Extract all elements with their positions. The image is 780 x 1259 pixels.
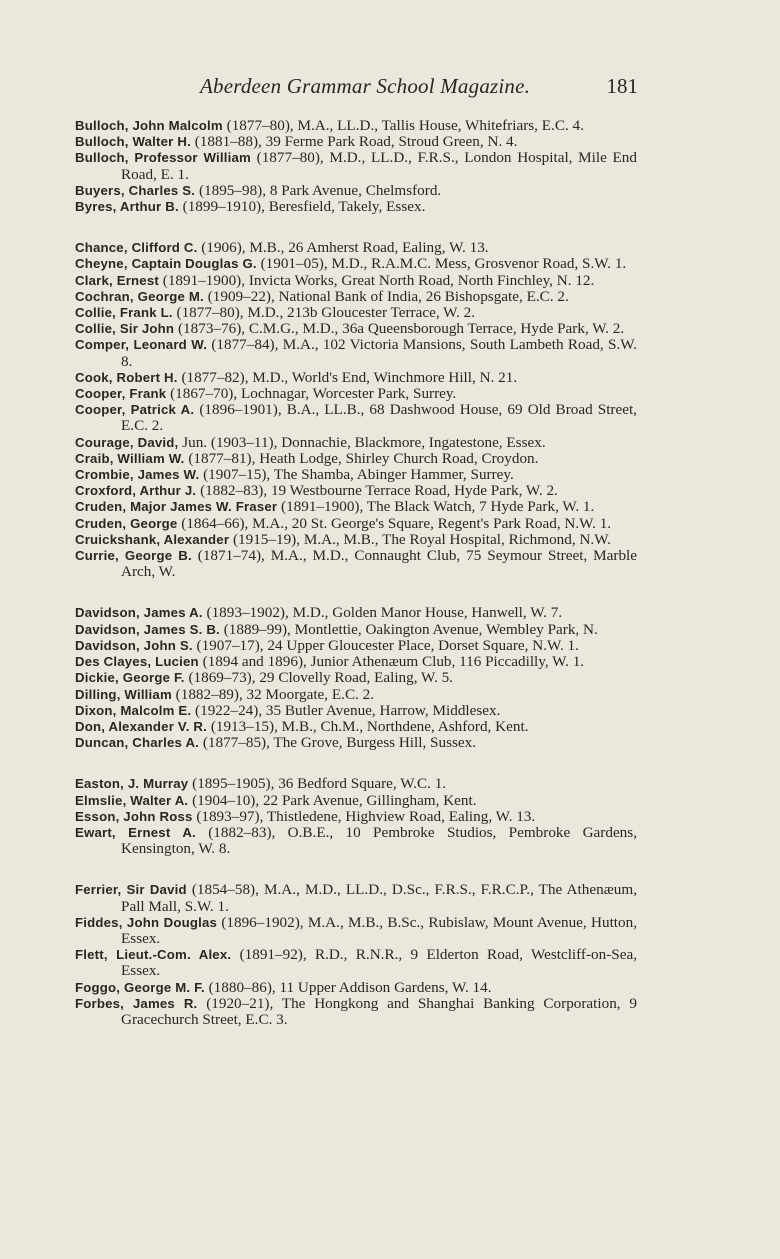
entry-name: Collie, Frank L. [75,305,173,321]
entry-name: Forbes, James R. [75,995,198,1011]
entry-details: (1882–89), 32 Moorgate, E.C. 2. [171,685,375,703]
entry-name: Buyers, Charles S. [75,182,196,198]
entry-name: Courage, David, [75,434,179,450]
directory-entry [75,183,637,199]
entry-name: Davidson, John S. [75,637,193,653]
entry-details: (1894 and 1896), Junior Athenæum Club, 116 Piccadilly, W. 1. [198,653,585,671]
entry-name: Currie, George B. [75,548,192,564]
entry-name: Davidson, James S. B. [75,621,220,637]
entry-name: Bulloch, Professor William [75,150,251,166]
entry-details: (1901–05), M.D., R.A.M.C. Mess, Grosvenor Road, S.W. 1. [256,255,627,273]
directory-entry [75,467,637,483]
directory-entry [75,915,637,947]
entry-name: Dixon, Malcolm E. [75,702,192,718]
entry-details: (1895–1905), 36 Bedford Square, W.C. 1. [188,775,447,793]
directory-entry [75,776,637,792]
directory-entry [75,370,637,386]
entry-details: (1906), M.B., 26 Amherst Road, Ealing, W. 13. [197,239,489,257]
entry-details: (1922–24), 35 Butler Avenue, Harrow, Middlesex. [191,701,501,719]
entry-name: Croxford, Arthur J. [75,483,197,499]
directory-entry [75,735,637,751]
entry-name: Dickie, George F. [75,670,185,686]
directory-entry [75,548,637,580]
entry-details: (1907–15), The Shamba, Abinger Hammer, Surrey. [199,466,514,484]
entry-name: Duncan, Charles A. [75,735,200,751]
entry-name: Davidson, James A. [75,605,203,621]
entry-details: (1904–10), 22 Park Avenue, Gillingham, Kent. [188,791,477,809]
entry-name: Cooper, Patrick A. [75,402,195,418]
entry-name: Crombie, James W. [75,467,200,483]
directory-entry [75,289,637,305]
entry-details: (1891–1900), The Black Watch, 7 Hyde Park, W. 1. [277,498,595,516]
directory-entry [75,605,637,621]
directory-entry [75,499,637,515]
entry-name: Cruickshank, Alexander [75,531,230,547]
entry-details: (1882–83), O.B.E., 10 Pembroke Studios, Pembroke Gardens, Kensington, W. 8. [121,823,637,858]
entry-name: Craib, William W. [75,450,185,466]
directory-entry [75,809,637,825]
entry-details: (1877–80), M.D., LL.D., F.R.S., London Hospital, Mile End Road, E. 1. [121,149,637,183]
entry-details: (1871–74), M.A., M.D., Connaught Club, 75 Seymour Street, Marble Arch, W. [121,547,638,581]
entry-name: Fiddes, John Douglas [75,914,218,930]
entry-name: Easton, J. Murray [75,776,189,792]
entry-details: (1907–17), 24 Upper Gloucester Place, Dorset Square, N.W. 1. [192,636,579,654]
entry-name: Bulloch, John Malcolm [75,118,223,133]
entry-name: Dilling, William [75,686,172,702]
magazine-title: Aberdeen Grammar School Magazine. [200,74,531,98]
entry-name: Chance, Clifford C. [75,240,198,256]
entry-details: (1893–97), Thistledene, Highview Road, Ealing, W. 13. [192,807,536,825]
directory-entry [75,321,637,337]
entry-name: Foggo, George M. F. [75,979,205,995]
entry-name: Don, Alexander V. R. [75,718,208,734]
entry-details: (1873–76), C.M.G., M.D., 36a Queensborough Terrace, Hyde Park, W. 2. [174,320,625,338]
entry-details: (1899–1910), Beresfield, Takely, Essex. [178,198,426,216]
entry-details: (1915–19), M.A., M.B., The Royal Hospital, Richmond, N.W. [229,530,611,548]
directory-entry [75,719,637,735]
entry-details: (1877–80), M.D., 213b Gloucester Terrace, W. 2. [172,304,476,322]
entry-name: Ewart, Ernest A. [75,824,196,840]
entry-name: Byres, Arthur B. [75,199,179,215]
entry-name: Cochran, George M. [75,288,204,304]
entry-details: (1909–22), National Bank of India, 26 Bishopsgate, E.C. 2. [203,287,569,305]
directory-entry [75,980,637,996]
directory-entry [75,134,637,150]
entry-details: (1869–73), 29 Clovelly Road, Ealing, W. 5. [184,669,453,687]
directory-entry [75,996,637,1028]
entry-name: Esson, John Ross [75,808,193,824]
entry-details: (1881–88), 39 Ferme Park Road, Stroud Green, N. 4. [190,133,518,151]
entry-name: Comper, Leonard W. [75,337,208,353]
entry-details: (1913–15), M.B., Ch.M., Northdene, Ashford, Kent. [207,717,529,735]
entry-details: (1877–85), The Grove, Burgess Hill, Sussex. [199,734,477,752]
directory-entry [75,654,637,670]
directory-entry [75,337,637,369]
entry-details: (1920–21), The Hongkong and Shanghai Banking Corporation, 9 Gracechurch Street, E.C. 3. [121,994,637,1028]
directory-entry [75,240,637,256]
directory-entry [75,703,637,719]
entry-details: (1896–1901), B.A., LL.B., 68 Dashwood House, 69 Old Broad Street, E.C. 2. [121,401,637,435]
directory-entry [75,150,637,182]
directory-entry [75,793,637,809]
directory-entry [75,273,637,289]
entry-name: Bulloch, Walter H. [75,134,191,150]
directory-entry [75,670,637,686]
entry-details: (1896–1902), M.A., M.B., B.Sc., Rubislaw, Mount Avenue, Hutton, Essex. [121,913,638,947]
directory-entry [75,305,637,321]
entry-details: (1891–92), R.D., R.N.R., 9 Elderton Road, Westcliff-on-Sea, Essex. [121,946,638,980]
entry-name: Cruden, Major James W. Fraser [75,499,278,515]
entry-details: (1877–81), Heath Lodge, Shirley Church Road, Croydon. [184,449,539,467]
entry-details: (1877–82), M.D., World's End, Winchmore Hill, N. 21. [177,368,518,386]
directory-entry [75,825,637,857]
entry-details: (1877–80), M.A., LL.D., Tallis House, Whitefriars, E.C. 4. [222,117,584,134]
entry-details: (1880–86), 11 Upper Addison Gardens, W. 14. [204,978,492,996]
entry-name: Cruden, George [75,515,178,531]
entry-name: Elmslie, Walter A. [75,792,189,808]
entry-details: (1882–83), 19 Westbourne Terrace Road, Hyde Park, W. 2. [196,482,558,500]
entry-name: Des Clayes, Lucien [75,654,199,670]
entry-details: (1895–98), 8 Park Avenue, Chelmsford. [195,181,442,199]
entry-details: (1877–84), M.A., 102 Victoria Mansions, South Lambeth Road, S.W. 8. [121,336,637,370]
entry-details: (1854–58), M.A., M.D., LL.D., D.Sc., F.R.S., F.R.C.P., The Athenæum, Pall Mall, S.W. 1. [121,881,637,915]
entry-details: (1893–1902), M.D., Golden Manor House, Hanwell, W. 7. [202,604,563,622]
directory-entry [75,402,637,434]
directory-entry [75,638,637,654]
directory-entry [75,622,637,638]
directory-list [75,118,637,1028]
directory-entry [75,483,637,499]
entry-details: Jun. (1903–11), Donnachie, Blackmore, Ingatestone, Essex. [178,433,546,451]
page-number: 181 [606,74,638,98]
entry-name: Cook, Robert H. [75,369,178,385]
directory-entry [75,386,637,402]
entry-details: (1867–70), Lochnagar, Worcester Park, Surrey. [166,385,457,403]
entry-details: (1864–66), M.A., 20 St. George's Square, Regent's Park Road, N.W. 1. [177,514,612,532]
entry-name: Collie, Sir John [75,321,175,337]
directory-entry [75,947,637,979]
page-header [200,74,638,99]
directory-entry [75,451,637,467]
directory-entry [75,199,637,215]
directory-entry [75,516,637,532]
entry-name: Ferrier, Sir David [75,882,187,898]
entry-name: Clark, Ernest [75,272,159,288]
entry-name: Cooper, Frank [75,386,167,402]
entry-name: Cheyne, Captain Douglas G. [75,256,257,272]
entry-details: (1891–1900), Invicta Works, Great North Road, North Finchley, N. 12. [158,271,595,289]
directory-entry [75,118,637,134]
entry-name: Flett, Lieut.-Com. Alex. [75,947,232,963]
entry-details: (1889–99), Montlettie, Oakington Avenue, Wembley Park, N. [219,620,598,638]
directory-entry [75,532,637,548]
directory-entry [75,256,637,272]
directory-entry [75,435,637,451]
directory-entry [75,687,637,703]
directory-entry [75,882,637,914]
